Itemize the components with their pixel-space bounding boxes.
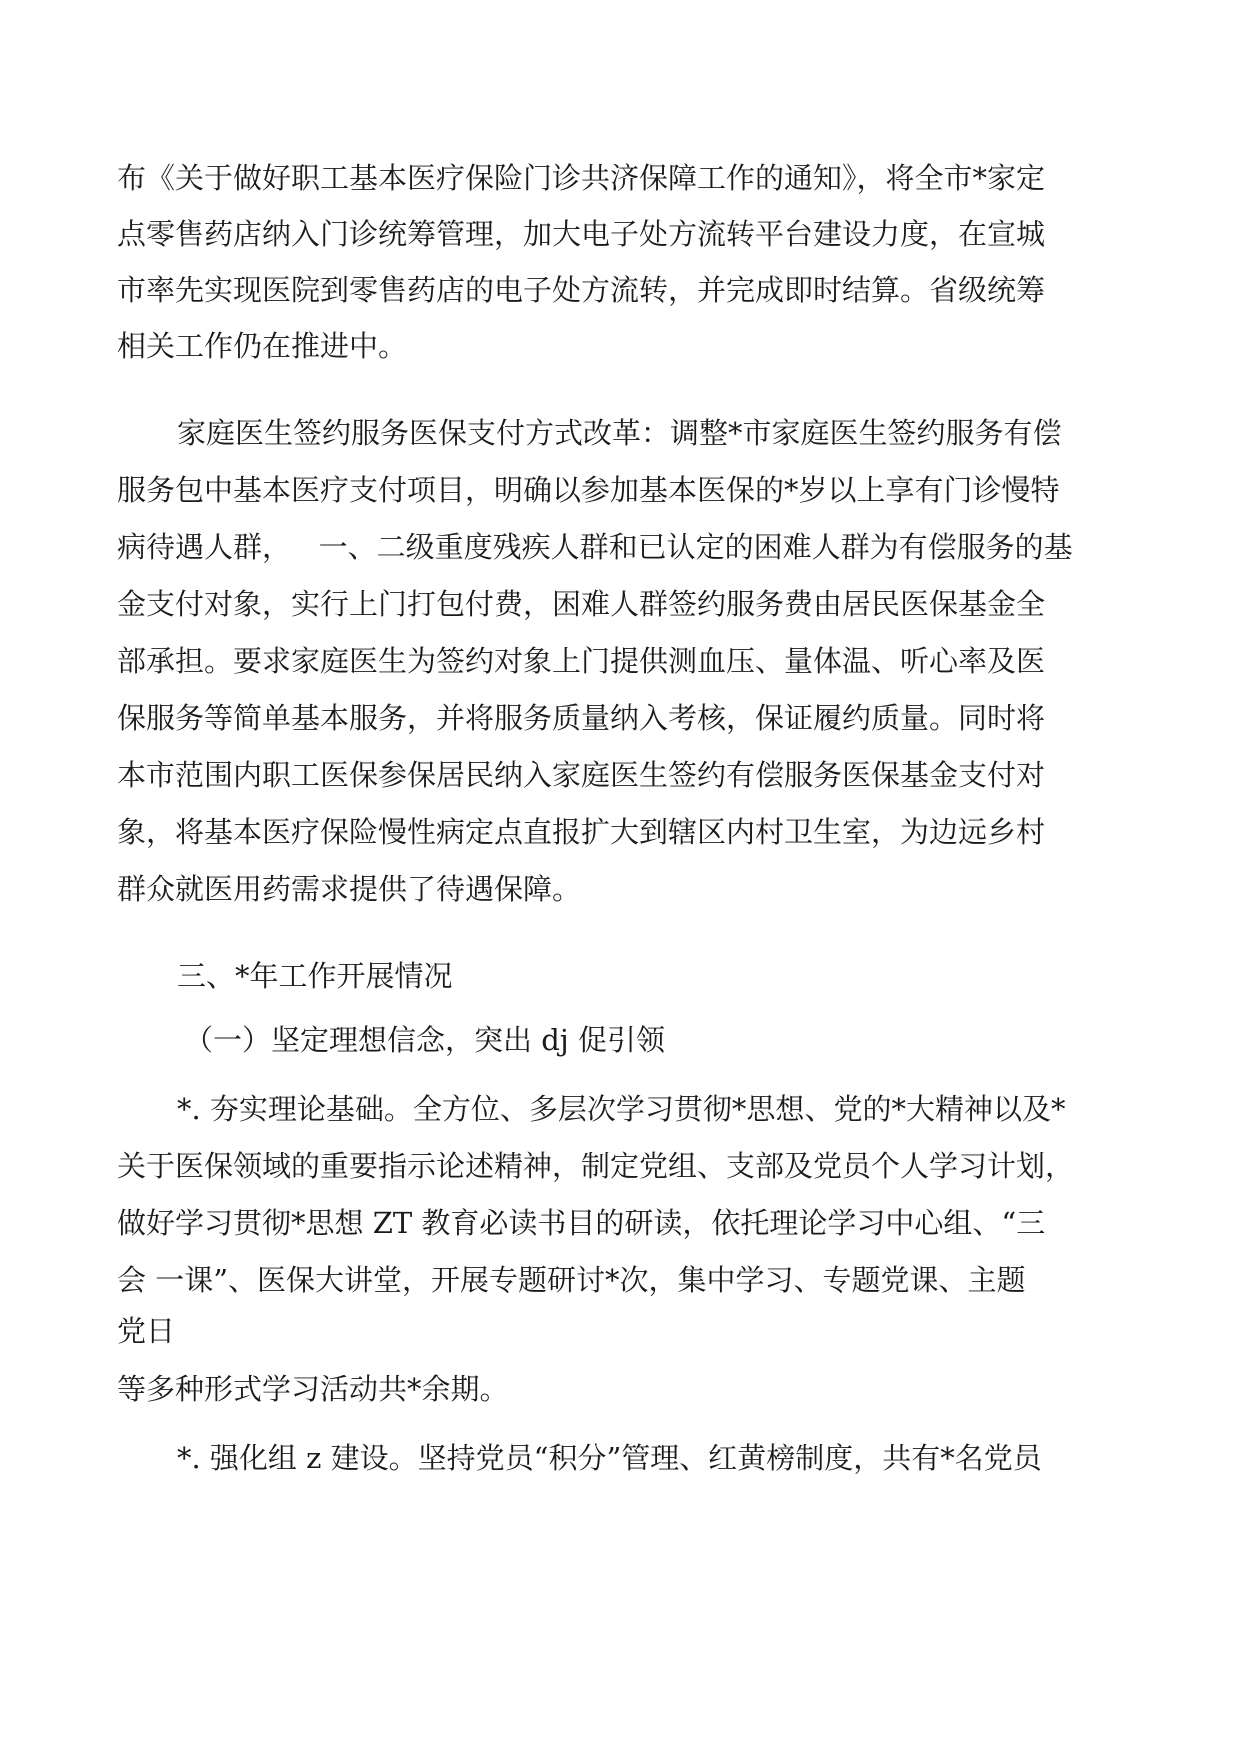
text-line: *. 夯实理论基础。全方位、多层次学习贯彻*思想、党的*大精神以及* (177, 1092, 1066, 1126)
subsection-heading: （一）坚定理想信念，突出 dj 促引领 (184, 1023, 665, 1057)
text-line: *. 强化组 z 建设。坚持党员“积分”管理、红黄榜制度，共有*名党员 (177, 1441, 1042, 1475)
text-line: 等多种形式学习活动共*余期。 (117, 1372, 509, 1406)
text-line: 相关工作仍在推进中。 (117, 329, 408, 363)
text-line: 会 一课”、医保大讲堂，开展专题研讨*次，集中学习、专题党课、主题 (117, 1263, 1026, 1297)
text-line: 点零售药店纳入门诊统筹管理，加大电子处方流转平台建设力度，在宣城 (117, 217, 1046, 251)
text-line: 金支付对象，实行上门打包付费，困难人群签约服务费由居民医保基金全 (117, 587, 1046, 621)
section-heading: 三、*年工作开展情况 (177, 959, 453, 993)
text-line: 布《关于做好职工基本医疗保险门诊共济保障工作的通知》，将全市*家定 (117, 161, 1046, 195)
text-line: 病待遇人群， 一、二级重度残疾人群和已认定的困难人群为有偿服务的基 (117, 530, 1073, 564)
text-line: 家庭医生签约服务医保支付方式改革：调整*市家庭医生签约服务有偿 (177, 416, 1062, 450)
text-line: 市率先实现医院到零售药店的电子处方流转，并完成即时结算。省级统筹 (117, 273, 1046, 307)
text-line: 关于医保领域的重要指示论述精神，制定党组、支部及党员个人学习计划， (117, 1149, 1075, 1183)
text-line: 做好学习贯彻*思想 ZT 教育必读书目的研读，依托理论学习中心组、“三 (117, 1206, 1046, 1240)
text-line: 部承担。要求家庭医生为签约对象上门提供测血压、量体温、听心率及医 (117, 644, 1046, 678)
text-line: 本市范围内职工医保参保居民纳入家庭医生签约有偿服务医保基金支付对 (117, 758, 1046, 792)
text-line: 服务包中基本医疗支付项目，明确以参加基本医保的*岁以上享有门诊慢特 (117, 473, 1060, 507)
text-line: 党日 (117, 1314, 176, 1348)
text-line: 象，将基本医疗保险慢性病定点直报扩大到辖区内村卫生室，为边远乡村 (117, 815, 1046, 849)
text-line: 保服务等简单基本服务，并将服务质量纳入考核，保证履约质量。同时将 (117, 701, 1046, 735)
text-line: 群众就医用药需求提供了待遇保障。 (117, 872, 582, 906)
